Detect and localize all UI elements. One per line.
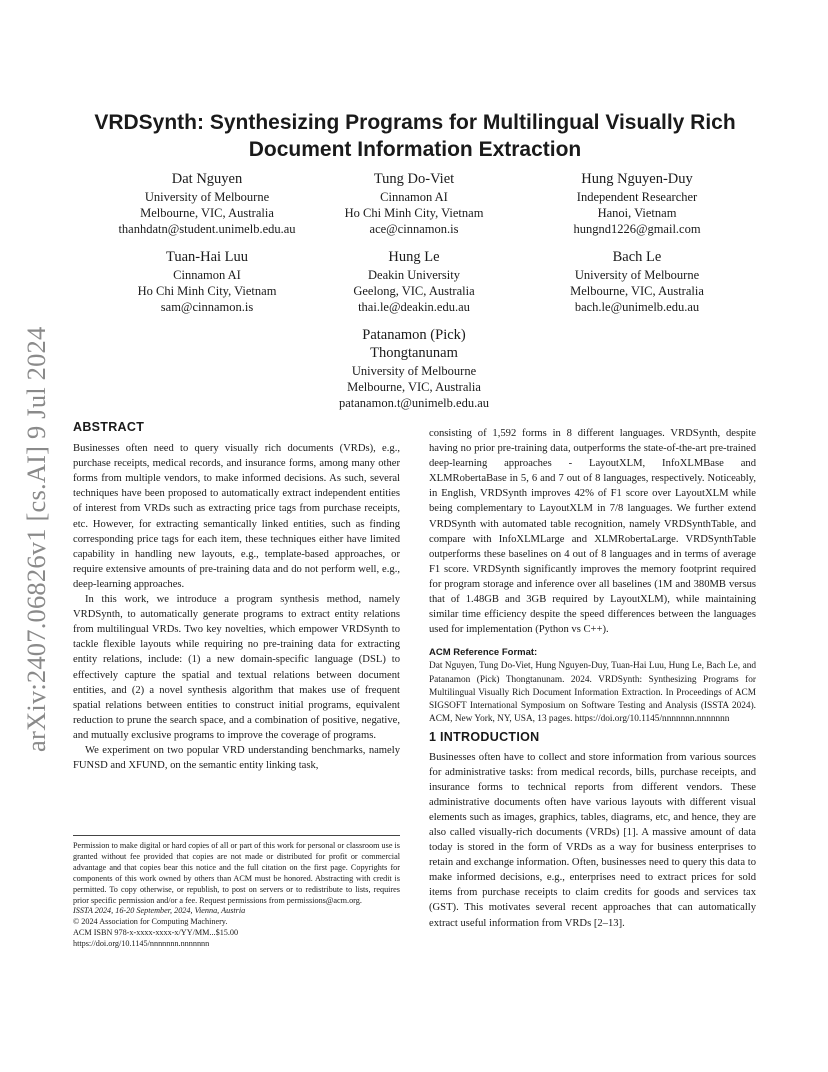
title-line-1: VRDSynth: Synthesizing Programs for Multilingual Visually Rich [94,111,736,134]
author-email: bach.le@unimelb.edu.au [574,300,700,314]
right-column [429,426,756,931]
conference-info: ISSTA 2024, 16-20 September, 2024, Vienna, Austria [73,906,246,916]
author-location: Geelong, VIC, Australia [353,284,475,298]
author-name-line-1: Patanamon (Pick) [362,327,466,343]
author-block-tung-do-viet [294,171,534,237]
author-name: Dat Nguyen [171,171,243,187]
author-email: thai.le@deakin.edu.au [358,300,470,314]
author-block-dat-nguyen [87,171,327,237]
author-affiliation: Cinnamon AI [173,268,241,282]
author-location: Melbourne, VIC, Australia [570,284,704,298]
author-affiliation: Independent Researcher [576,190,698,204]
author-location: Melbourne, VIC, Australia [347,380,481,394]
author-email: patanamon.t@unimelb.edu.au [338,396,489,410]
paper-title [60,109,770,163]
author-name: Hung Nguyen-Duy [581,171,693,187]
author-affiliation: University of Melbourne [574,268,700,282]
copyright-footnote [73,835,400,950]
isbn-line: ACM ISBN 978-x-xxxx-xxxx-x/YY/MM...$15.00 [73,928,239,938]
author-location: Hanoi, Vietnam [597,206,677,220]
author-name: Tung Do-Viet [373,171,455,187]
author-block-bach-le [517,249,757,315]
copyright-line: © 2024 Association for Computing Machinery. [73,917,228,927]
author-name: Tuan-Hai Luu [165,249,249,265]
author-location: Ho Chi Minh City, Vietnam [137,284,277,298]
author-name: Bach Le [612,249,662,265]
introduction-heading: 1 INTRODUCTION [429,730,540,745]
author-affiliation: Deakin University [368,268,460,282]
author-email: hungnd1226@gmail.com [573,222,701,236]
doi-link[interactable]: https://doi.org/10.1145/nnnnnnn.nnnnnnn [73,939,210,949]
author-email: sam@cinnamon.is [160,300,254,314]
abstract-paragraph-2: In this work, we introduce a program synthesis method, namely VRDSynth, to automatically generate programs to extract entity relations from multilingual VRDs. Two key novelties, which empower VRDSynth to tackle flexible layouts while requiring no pre-training data for extracting entity relations, include: (1) a new domain-specific language (DSL) to effectively capture the spatial and textual relations between document entities, and (2) a novel synthesis algorithm that makes use of frequent spatial relations between entities to construct initial programs, equivalent reduction to prune the search space, and a combination of positive, negative, and mutually exclusive programs to improve the coverage of programs. [73,594,400,741]
author-affiliation: University of Melbourne [351,364,477,378]
introduction-paragraph: Businesses often have to collect and store information from various sources for administrative tasks: from medical records, bills, purchase receipts, and insurance forms to technical reports from different vendors. These administrative documents often have various layouts with different visual elements such as images, graphics, tables, diagrams, etc, and hence, they are also called visually-rich documents (VRDs) [1]. A massive amount of data today is stored in the form of VRDs as a way for business enterprises to retain and exchange information. Often, businesses need to query this data to make informed decisions, e.g., enterprises need to extract prices for sold items from purchase receipts to claim credits for goods and services tax (GST). This motivates several recent approaches that can automatically extract useful information from VRDs [2–13]. [429,751,756,929]
permission-notice: Permission to make digital or hard copies of all or part of this work for personal or classroom use is granted without fee provided that copies are not made or distributed for profit or commercial advantage and that copies bear this notice and the full citation on the first page. Copyrights for components of this work owned by others than ACM must be honored. Abstracting with credit is permitted. To copy otherwise, or republish, to post on servers or to redistribute to lists, requires prior specific permission and/or a fee. Request permissions from permissions@acm.org. [73,841,400,905]
author-affiliation: University of Melbourne [144,190,270,204]
author-block-hung-nguyen-duy [517,171,757,237]
author-location: Ho Chi Minh City, Vietnam [344,206,484,220]
author-name-line-2: Thongtanunam [370,345,458,361]
acm-reference-text: Dat Nguyen, Tung Do-Viet, Hung Nguyen-Duy, Tuan-Hai Luu, Hung Le, Bach Le, and Patanamon (Pick) Thongtanunam. 2024. VRDSynth: Synthesizing Programs for Multilingual Visually Rich Document Information Extraction. In Proceedings of ACM SIGSOFT International Symposium on Software Testing and Analysis (ISSTA 2024). ACM, New York, NY, USA, 13 pages. https://doi.org/10.1145/nnnnnnn.nnnnnnn [429,661,756,725]
title-line-2: Document Information Extraction [248,138,582,161]
author-name: Hung Le [388,249,440,265]
arxiv-side-identifier: arXiv:2407.06826v1 [cs.AI] 9 Jul 2024 [21,326,51,752]
author-affiliation: Cinnamon AI [380,190,448,204]
abstract-paragraph-3: We experiment on two popular VRD understanding benchmarks, namely FUNSD and XFUND, on the semantic entity linking task, [73,744,400,772]
acm-reference-heading: ACM Reference Format: [429,647,538,659]
author-block-patanamon [294,327,534,411]
author-location: Melbourne, VIC, Australia [140,206,274,220]
author-email: thanhdatn@student.unimelb.edu.au [118,222,296,236]
abstract-paragraph-1: Businesses often need to query visually rich documents (VRDs), e.g., purchase receipts, medical records, and insurance forms, among many other forms from multiple vendors, to make informed decisions. As such, several techniques have been proposed to automatically extract independent entities of interest from VRDs such as extracting price tags from purchase receipts, etc. However, for extracting semantically linked entities, such as finding corresponding price tags for each item, these techniques either have limited capability in handling new layouts, e.g., template-based approaches, or require extensive amounts of pre-training data and do not perform well, e.g., deep-learning approaches. [73,443,400,590]
abstract-paragraph-4: consisting of 1,592 forms in 8 different languages. VRDSynth, despite having no prior pre-training data, outperforms the state-of-the-art pre-trained deep-learning approaches - LayoutXLM, InfoXLMBase and XLMRobertaBase in 5, 6 and 7 out of 8 languages, respectively. Noticeably, in English, VRDSynth improves 42% of F1 score over LayoutXLM while being complementary to LayoutXLM in 7/8 languages. We further extend VRDSynth with automated table recognition, namely VRDSynthTable, and compare with InfoXLMLarge and XLMRobertaLarge. VRDSynthTable outperforms these baselines on 4 out of 8 languages and in terms of average F1 score. VRDSynth significantly improves the memory footprint required for program storage and inference over all baselines (1M and 380MB versus that of 1.48GB and 3GB required by LayoutXLM), while maintaining similar time efficiency despite the speed differences between the languages used for implementation (Python vs C++). [429,428,756,636]
author-block-hung-le [294,249,534,315]
author-email: ace@cinnamon.is [369,222,459,236]
abstract-heading: ABSTRACT [73,420,145,434]
author-block-tuan-hai-luu [87,249,327,315]
left-column [73,420,400,773]
